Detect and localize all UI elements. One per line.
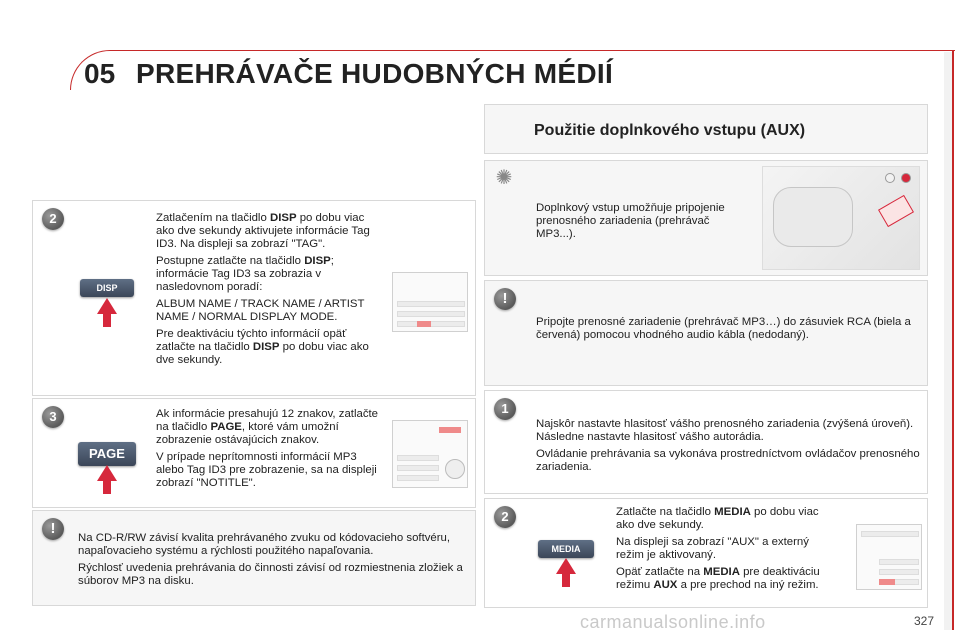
disp-arrow-icon	[97, 298, 117, 314]
right-strip	[944, 52, 952, 630]
watermark: carmanualsonline.info	[580, 612, 766, 632]
media-button-image: MEDIA	[538, 540, 594, 558]
radio-display-illustration	[392, 272, 468, 332]
disp-button-image: DISP	[80, 279, 134, 297]
page-arrow-icon	[97, 465, 117, 481]
page-number: 327	[913, 614, 934, 628]
warning-icon: !	[42, 518, 64, 540]
section-title: Použitie doplnkového vstupu (AUX)	[534, 122, 806, 139]
warning-icon: !	[494, 288, 516, 310]
aux-step-1-text: Najskôr nastavte hlasitosť vášho prenosného zariadenia (zvýšená úroveň). Následne nastavte hlasitosť vášho autorádia. Ovládanie prehrávania sa vykonáva prostredníctvom ovládačov prenosného zariadenia.	[536, 418, 920, 473]
step-1-icon: 1	[494, 398, 516, 420]
aux-socket-illustration	[762, 166, 920, 270]
disp-instructions: Zatlačením na tlačidlo DISP po dobu viac ako dve sekundy aktivujete informácie Tag ID3. Na displeji sa zobrazí "TAG". Postupne zatlačte na tlačidlo DISP; informácie Tag ID3 sa zobrazia v nasledovnom poradí: ALBUM NAME / TRACK NAME / ARTIST NAME / NORMAL DISPLAY MODE. Pre deaktiváciu týchto informácií opäť zatlačte na tlačidlo DISP po dobu viac ako dve sekundy.	[156, 212, 370, 366]
aux-step-2-text: Zatlačte na tlačidlo MEDIA po dobu viac ako dve sekundy. Na displeji sa zobrazí "AUX" a externý režim je aktivovaný. Opäť zatlačte na MEDIA pre deaktiváciu režimu AUX a pre prechod na iný režim.	[616, 506, 820, 591]
cd-warning-text: Na CD-R/RW závisí kvalita prehrávaného zvuku od kódovacieho softvéru, napaľovacieho systému a rýchlosti použitého napaľovania. Rýchlosť uvedenia prehrávania do činnosti závisí od rozmiestnenia zložiek a súborov MP3 na disku.	[78, 532, 463, 587]
radio-page-illustration	[392, 420, 468, 488]
aux-warning-text: Pripojte prenosné zariadenie (prehrávač MP3…) do zásuviek RCA (biela a červená) pomocou vhodného audio kábla (nedodaný).	[536, 316, 911, 341]
chapter-number: 05	[84, 58, 116, 89]
chapter-title: PREHRÁVAČE HUDOBNÝCH MÉDIÍ	[136, 58, 614, 89]
radio-media-illustration	[856, 524, 922, 590]
step-3-icon: 3	[42, 406, 64, 428]
media-arrow-icon	[556, 558, 576, 574]
tip-lightbulb-icon: ✺	[495, 167, 513, 189]
aux-tip-text: Doplnkový vstup umožňuje pripojenie prenosného zariadenia (prehrávač MP3...).	[536, 202, 725, 240]
page-button-image: PAGE	[78, 442, 136, 466]
step-2-icon: 2	[494, 506, 516, 528]
step-2-icon: 2	[42, 208, 64, 230]
page-instructions: Ak informácie presahujú 12 znakov, zatlačte na tlačidlo PAGE, ktoré vám umožní zobrazenie ostávajúcich znakov. V prípade neprítomnosti informácií MP3 alebo Tag ID3 pre zobrazenie, sa na displeji zobrazí "NOTITLE".	[156, 408, 379, 489]
right-rail	[952, 50, 954, 630]
